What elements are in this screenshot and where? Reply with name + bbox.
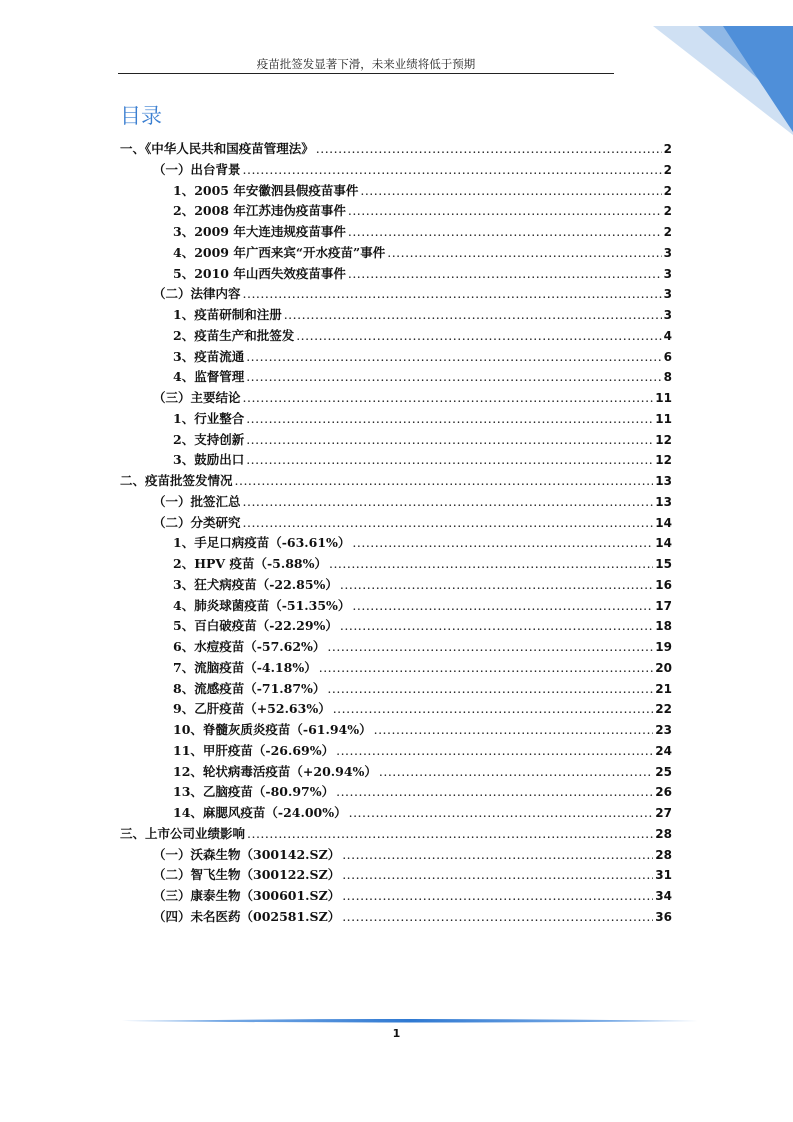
toc-leader-dots xyxy=(246,347,661,368)
toc-entry-title: 1、手足口病疫苗（-63.61%） xyxy=(173,535,351,551)
toc-entry-page: 14 xyxy=(655,515,672,530)
toc-entry[interactable] xyxy=(120,616,672,637)
toc-leader-dots xyxy=(336,741,653,762)
toc-entry[interactable] xyxy=(120,803,672,824)
toc-leader-dots xyxy=(352,533,653,554)
toc-entry-page: 2 xyxy=(663,162,672,177)
toc-leader-dots xyxy=(246,409,653,430)
toc-leader-dots xyxy=(329,554,653,575)
toc-leader-dots xyxy=(348,222,662,243)
toc-entry-title: 5、2010 年山西失效疫苗事件 xyxy=(173,265,346,281)
toc-leader-dots xyxy=(296,326,661,347)
toc-entry-page: 28 xyxy=(655,847,672,862)
toc-leader-dots xyxy=(246,367,661,388)
toc-entry-title: 8、流感疫苗（-71.87%） xyxy=(173,680,326,696)
toc-leader-dots xyxy=(379,762,653,783)
toc-entry-page: 11 xyxy=(655,391,672,405)
toc-entry-title: 3、鼓励出口 xyxy=(173,452,245,468)
toc-leader-dots xyxy=(246,430,653,451)
toc-entry[interactable] xyxy=(120,471,672,492)
toc-entry-page: 24 xyxy=(655,743,672,758)
toc-entry[interactable] xyxy=(120,181,672,202)
toc-entry[interactable] xyxy=(120,596,672,617)
toc-entry-title: 2、支持创新 xyxy=(173,431,245,447)
toc-leader-dots xyxy=(342,886,653,907)
corner-decoration xyxy=(613,0,793,135)
toc-entry-page: 17 xyxy=(655,598,672,613)
toc-entry-title: 二、疫苗批签发情况 xyxy=(120,473,233,488)
toc-entry-page: 6 xyxy=(663,349,672,364)
toc-entry-page: 16 xyxy=(655,577,672,592)
header-divider xyxy=(118,73,614,74)
toc-entry-page: 31 xyxy=(655,868,672,883)
toc-entry[interactable] xyxy=(120,762,672,783)
toc-entry[interactable] xyxy=(120,160,672,181)
toc-entry-title: 1、2005 年安徽泗县假疫苗事件 xyxy=(173,182,359,198)
toc-entry-page: 8 xyxy=(663,370,672,385)
toc-entry-page: 12 xyxy=(655,432,672,447)
toc-entry-page: 13 xyxy=(655,494,672,509)
toc-entry-title: 7、流脑疫苗（-4.18%） xyxy=(173,659,317,675)
toc-entry[interactable] xyxy=(120,865,672,886)
toc-leader-dots xyxy=(348,264,662,285)
toc-entry[interactable] xyxy=(120,720,672,741)
toc-entry-title: 4、肺炎球菌疫苗（-51.35%） xyxy=(173,597,351,613)
toc-leader-dots xyxy=(374,720,654,741)
toc-entry-page: 14 xyxy=(655,536,672,551)
toc-entry[interactable] xyxy=(120,907,672,928)
toc-entry-title: 1、行业整合 xyxy=(173,410,245,426)
toc-entry[interactable] xyxy=(120,824,672,845)
toc-leader-dots xyxy=(243,492,654,513)
toc-leader-dots xyxy=(340,575,653,596)
toc-entry-page: 3 xyxy=(663,287,672,302)
toc-leader-dots xyxy=(360,181,661,202)
toc-entry[interactable] xyxy=(120,513,672,534)
toc-entry-title: 2、HPV 疫苗（-5.88%） xyxy=(173,556,327,571)
toc-entry[interactable] xyxy=(120,741,672,762)
toc-leader-dots xyxy=(247,824,653,845)
toc-leader-dots xyxy=(349,803,654,824)
toc-entry[interactable] xyxy=(120,492,672,513)
toc-entry[interactable] xyxy=(120,679,672,700)
toc-entry[interactable] xyxy=(120,533,672,554)
toc-leader-dots xyxy=(340,616,653,637)
toc-entry[interactable] xyxy=(120,222,672,243)
toc-entry-page: 2 xyxy=(663,225,672,239)
toc-entry-title: 一、《中华人民共和国疫苗管理法》 xyxy=(120,141,314,156)
toc-entry-title: （二）法律内容 xyxy=(153,286,241,302)
toc-entry[interactable] xyxy=(120,886,672,907)
toc-entry[interactable] xyxy=(120,430,672,451)
toc-leader-dots xyxy=(348,201,662,222)
toc-entry-page: 18 xyxy=(655,619,672,634)
toc-entry-page: 27 xyxy=(655,806,672,820)
toc-entry[interactable] xyxy=(120,264,672,285)
toc-entry-title: 9、乙肝疫苗（+52.63%） xyxy=(173,701,331,717)
toc-leader-dots xyxy=(235,471,654,492)
toc-entry[interactable] xyxy=(120,575,672,596)
toc-entry[interactable] xyxy=(120,388,672,409)
toc-entry-title: （三）康泰生物（300601.SZ） xyxy=(153,888,341,903)
toc-entry-title: （二）分类研究 xyxy=(153,514,241,530)
toc-entry[interactable] xyxy=(120,554,672,575)
toc-entry-title: （一）沃森生物（300142.SZ） xyxy=(153,846,341,862)
toc-entry[interactable] xyxy=(120,347,672,368)
table-of-contents xyxy=(120,139,672,928)
toc-entry-title: 3、疫苗流通 xyxy=(173,348,245,364)
toc-entry[interactable] xyxy=(120,450,672,471)
toc-entry-title: 1、疫苗研制和注册 xyxy=(173,307,282,322)
toc-entry-page: 23 xyxy=(655,723,672,737)
toc-entry-page: 26 xyxy=(655,785,672,800)
toc-entry-title: 6、水痘疫苗（-57.62%） xyxy=(173,639,326,654)
toc-entry-title: 11、甲肝疫苗（-26.69%） xyxy=(173,742,335,758)
toc-leader-dots xyxy=(342,907,653,928)
toc-entry-title: 4、监督管理 xyxy=(173,369,245,385)
toc-leader-dots xyxy=(342,865,653,886)
toc-entry-title: 2、2008 年江苏违伪疫苗事件 xyxy=(173,203,346,219)
toc-entry-title: （三）主要结论 xyxy=(153,390,241,405)
toc-entry-page: 12 xyxy=(655,453,672,468)
toc-entry[interactable] xyxy=(120,782,672,803)
toc-entry[interactable] xyxy=(120,637,672,658)
toc-entry-title: 14、麻腮风疫苗（-24.00%） xyxy=(173,805,347,820)
page-number: 1 xyxy=(392,1027,401,1040)
toc-leader-dots xyxy=(246,450,653,471)
toc-entry-page: 11 xyxy=(655,411,672,426)
toc-leader-dots xyxy=(333,699,654,720)
toc-entry[interactable] xyxy=(120,326,672,347)
toc-entry-title: （一）出台背景 xyxy=(153,161,241,177)
toc-entry[interactable] xyxy=(120,201,672,222)
toc-entry[interactable] xyxy=(120,243,672,264)
toc-entry-page: 22 xyxy=(655,702,672,717)
toc-entry-title: 2、疫苗生产和批签发 xyxy=(173,327,295,343)
toc-leader-dots xyxy=(284,305,662,326)
toc-entry-page: 36 xyxy=(655,909,672,924)
toc-entry-page: 2 xyxy=(663,142,672,156)
toc-leader-dots xyxy=(387,243,661,264)
toc-entry[interactable] xyxy=(120,284,672,305)
toc-entry[interactable] xyxy=(120,658,672,679)
toc-entry-title: （一）批签汇总 xyxy=(153,493,241,509)
toc-entry-title: 5、百白破疫苗（-22.29%） xyxy=(173,618,338,634)
toc-entry-page: 21 xyxy=(655,681,672,696)
toc-entry-page: 25 xyxy=(655,764,672,779)
toc-entry-title: 3、2009 年大连违规疫苗事件 xyxy=(173,224,346,239)
toc-entry-title: 13、乙脑疫苗（-80.97%） xyxy=(173,784,335,800)
toc-entry-page: 2 xyxy=(663,183,672,198)
toc-entry-title: 12、轮状病毒活疫苗（+20.94%） xyxy=(173,763,377,779)
toc-entry[interactable] xyxy=(120,409,672,430)
toc-entry-page: 34 xyxy=(655,889,672,903)
toc-entry-page: 3 xyxy=(663,308,672,322)
toc-leader-dots xyxy=(336,782,653,803)
toc-entry[interactable] xyxy=(120,699,672,720)
toc-leader-dots xyxy=(243,160,662,181)
toc-entry-page: 28 xyxy=(655,826,672,841)
toc-entry-page: 13 xyxy=(655,474,672,488)
toc-entry-page: 2 xyxy=(663,204,672,219)
toc-entry-page: 20 xyxy=(655,660,672,675)
toc-leader-dots xyxy=(243,388,654,409)
toc-leader-dots xyxy=(243,513,654,534)
toc-entry-title: （四）未名医药（002581.SZ） xyxy=(153,908,341,924)
toc-entry-title: （二）智飞生物（300122.SZ） xyxy=(153,867,341,883)
toc-leader-dots xyxy=(327,637,653,658)
footer-divider xyxy=(122,1017,698,1025)
toc-entry-title: 三、上市公司业绩影响 xyxy=(120,825,246,841)
toc-leader-dots xyxy=(319,658,654,679)
toc-entry[interactable] xyxy=(120,845,672,866)
toc-leader-dots xyxy=(342,845,653,866)
header-title: 疫苗批签发显著下滑，未来业绩将低于预期 xyxy=(256,57,476,71)
toc-entry-page: 4 xyxy=(663,328,672,343)
toc-entry-title: 3、狂犬病疫苗（-22.85%） xyxy=(173,576,338,592)
toc-leader-dots xyxy=(316,139,662,160)
toc-leader-dots xyxy=(327,679,653,700)
toc-entry-page: 3 xyxy=(663,245,672,260)
toc-leader-dots xyxy=(352,596,653,617)
toc-entry-title: 10、脊髓灰质炎疫苗（-61.94%） xyxy=(173,722,372,737)
toc-heading: 目录 xyxy=(120,104,162,128)
toc-entry-page: 19 xyxy=(655,640,672,654)
toc-entry[interactable] xyxy=(120,139,672,160)
toc-entry[interactable] xyxy=(120,305,672,326)
toc-entry-page: 3 xyxy=(663,266,672,281)
toc-entry[interactable] xyxy=(120,367,672,388)
toc-entry-title: 4、2009 年广西来宾“开水疫苗”事件 xyxy=(173,244,386,260)
toc-entry-page: 15 xyxy=(655,557,672,571)
toc-leader-dots xyxy=(243,284,662,305)
